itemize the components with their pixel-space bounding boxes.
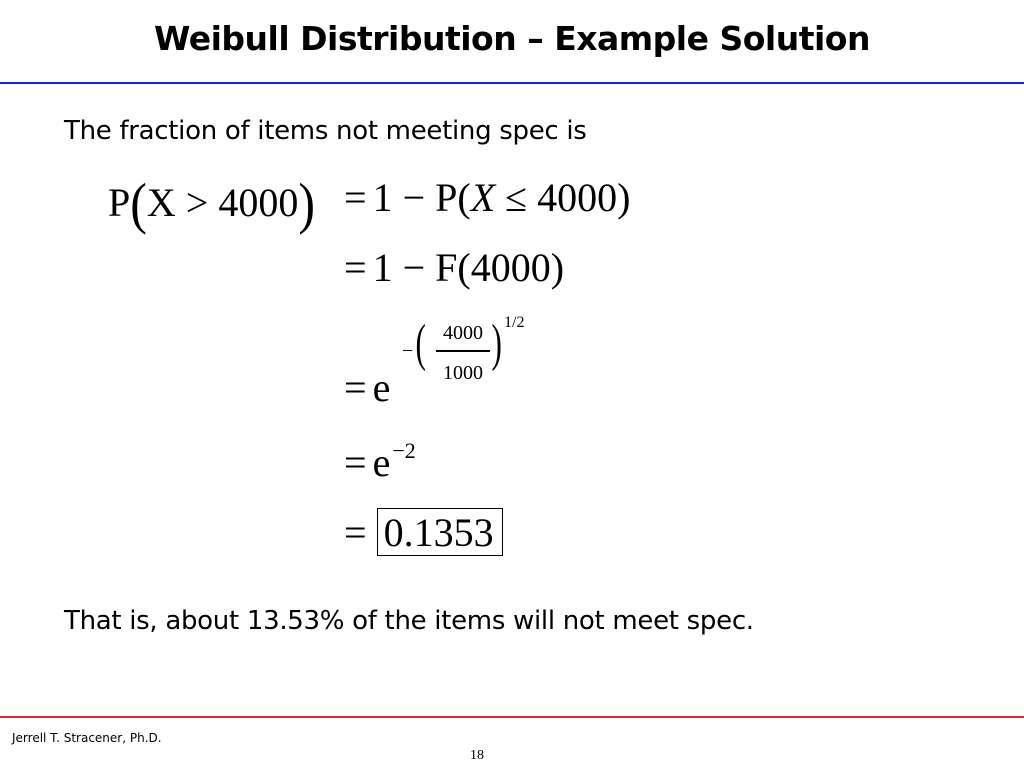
author-name: Jerrell T. Stracener, Ph.D. [12,731,162,745]
equation-step-1 [344,175,631,220]
step1-prefix: 1 − P( [372,175,471,220]
equation-lhs [108,170,316,236]
step2-text: 1 − F(4000) [372,245,565,290]
equation-step-4 [344,440,416,483]
conclusion-text: That is, about 13.53% of the items will not meet spec. [64,606,754,636]
intro-text: The fraction of items not meeting spec is [64,116,587,146]
lhs-operator: > [185,180,209,225]
fraction-numerator: 4000 [443,322,483,344]
step4-exponent: −2 [392,438,416,463]
step3-base: e [372,365,391,410]
lhs-close-paren: ) [298,170,316,236]
exponent-right-paren: ) [491,315,502,372]
equals-sign: = [344,440,367,485]
exponent-minus-sign: − [402,340,414,362]
slide-title: Weibull Distribution – Example Solution [154,19,870,58]
exponent-left-paren: ( [415,315,426,372]
lhs-open-paren: ( [130,170,147,236]
fraction-denominator: 1000 [443,362,483,384]
footer-divider [0,716,1024,718]
fraction-bar [436,350,490,352]
lhs-var: X [146,180,176,225]
page-number: 18 [470,748,484,763]
exponent-fraction [402,312,542,382]
step1-rest: ≤ 4000) [495,175,631,220]
step1-var: X [470,175,496,220]
answer-box: 0.1353 [377,508,503,556]
lhs-p: P [108,180,131,225]
lhs-value: 4000 [218,180,299,225]
exponent-power: 1/2 [504,314,525,331]
equation-step-2 [344,245,565,290]
equals-sign: = [344,175,367,220]
equals-sign: = [344,245,367,290]
title-divider [0,82,1024,84]
equals-sign: = [344,510,367,555]
equation-step-5 [344,508,503,556]
step4-base: e [372,440,391,485]
equation-step-3 [344,365,391,410]
equals-sign: = [344,365,367,410]
